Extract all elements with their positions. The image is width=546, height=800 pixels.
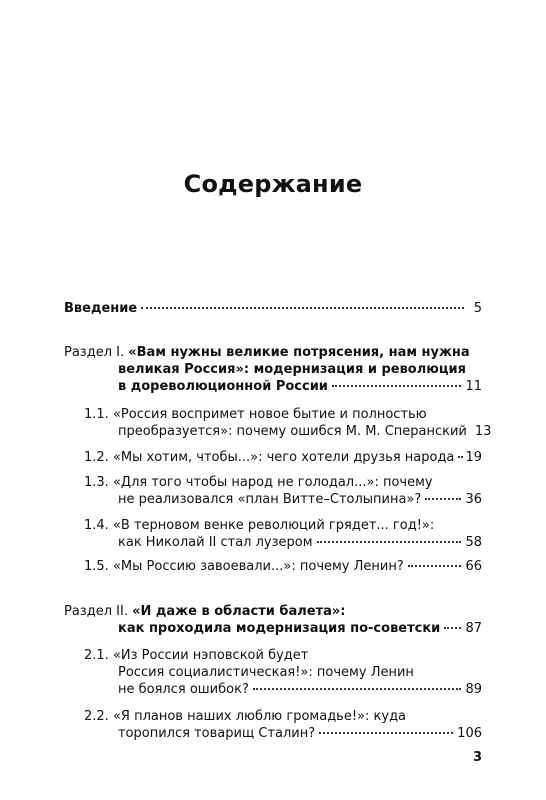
toc-item-1-5[interactable]: 1.5. «Мы Россию завоевали...»: почему Ленин? 66 — [84, 559, 482, 574]
toc-item-1-1-line1[interactable]: 1.1. «Россия воспримет новое бытие и полностью — [84, 407, 427, 422]
toc-item-1-3-line1[interactable]: 1.3. «Для того чтобы народ не голодал...»: почему — [84, 475, 433, 490]
page-title: Содержание — [183, 170, 363, 198]
toc-entry-section-1[interactable]: в дореволюционной России 11 — [118, 379, 482, 394]
toc-item-2-1-line2: Россия социалистическая!»: почему Ленин — [118, 665, 414, 680]
toc-item-1-4[interactable]: как Николай II стал лузером 58 — [118, 535, 482, 550]
toc-page-number: 11 — [465, 379, 482, 394]
section-1-heading-line1[interactable] — [64, 344, 470, 361]
toc-page-number: 66 — [465, 559, 482, 574]
dot-leader — [141, 307, 464, 309]
section-1-heading-line2: великая Россия»: модернизация и революция — [118, 362, 466, 377]
toc-page-number: 58 — [465, 535, 482, 550]
dot-leader — [319, 732, 453, 734]
dot-leader — [458, 456, 461, 458]
dot-leader — [408, 565, 462, 567]
toc-entry-intro[interactable] — [64, 300, 482, 317]
section-title: «Вам нужны великие потрясения, нам нужна — [128, 345, 470, 360]
toc-item-1-4-line1[interactable]: 1.4. «В терновом венке революций грядет... год!»: — [84, 518, 435, 533]
toc-page-number: 106 — [457, 726, 482, 741]
page-number: 3 — [472, 750, 482, 765]
toc-item-2-1-line1[interactable]: 2.1. «Из России нэповской будет — [84, 648, 309, 663]
toc-entry-section-2[interactable]: как проходила модернизация по-советски 87 — [118, 621, 482, 636]
toc-entry-label: Введение — [64, 301, 138, 316]
toc-page-number: 13 — [474, 424, 492, 439]
toc-item-2-2[interactable]: торопился товарищ Сталин? 106 — [118, 726, 482, 741]
toc-item-1-2[interactable]: 1.2. «Мы хотим, чтобы...»: чего хотели друзья народа 19 — [84, 450, 482, 465]
toc-item-2-2-line1[interactable]: 2.2. «Я планов наших люблю громадье!»: куда — [84, 709, 407, 724]
toc-page-number: 5 — [473, 301, 482, 316]
toc-page-number: 89 — [465, 682, 482, 697]
section-prefix: Раздел I. — [64, 345, 129, 360]
toc-page-number: 19 — [465, 450, 482, 465]
dot-leader — [444, 627, 461, 629]
dot-leader — [253, 688, 462, 690]
toc-item-2-1[interactable]: не боялся ошибок? 89 — [118, 682, 482, 697]
dot-leader — [332, 385, 462, 387]
section-title: «И даже в области балета»: — [132, 604, 346, 619]
toc-page-number: 87 — [465, 621, 482, 636]
section-prefix: Раздел II. — [64, 604, 133, 619]
section-2-heading-line1[interactable] — [64, 603, 345, 620]
dot-leader — [317, 541, 462, 543]
toc-item-1-3[interactable]: не реализовался «план Витте–Столыпина»? 36 — [118, 492, 482, 507]
toc-page-number: 36 — [465, 492, 482, 507]
toc-item-1-1[interactable]: преобразуется»: почему ошибся М. М. Сперанский 13 — [118, 424, 492, 439]
dot-leader — [425, 498, 461, 500]
